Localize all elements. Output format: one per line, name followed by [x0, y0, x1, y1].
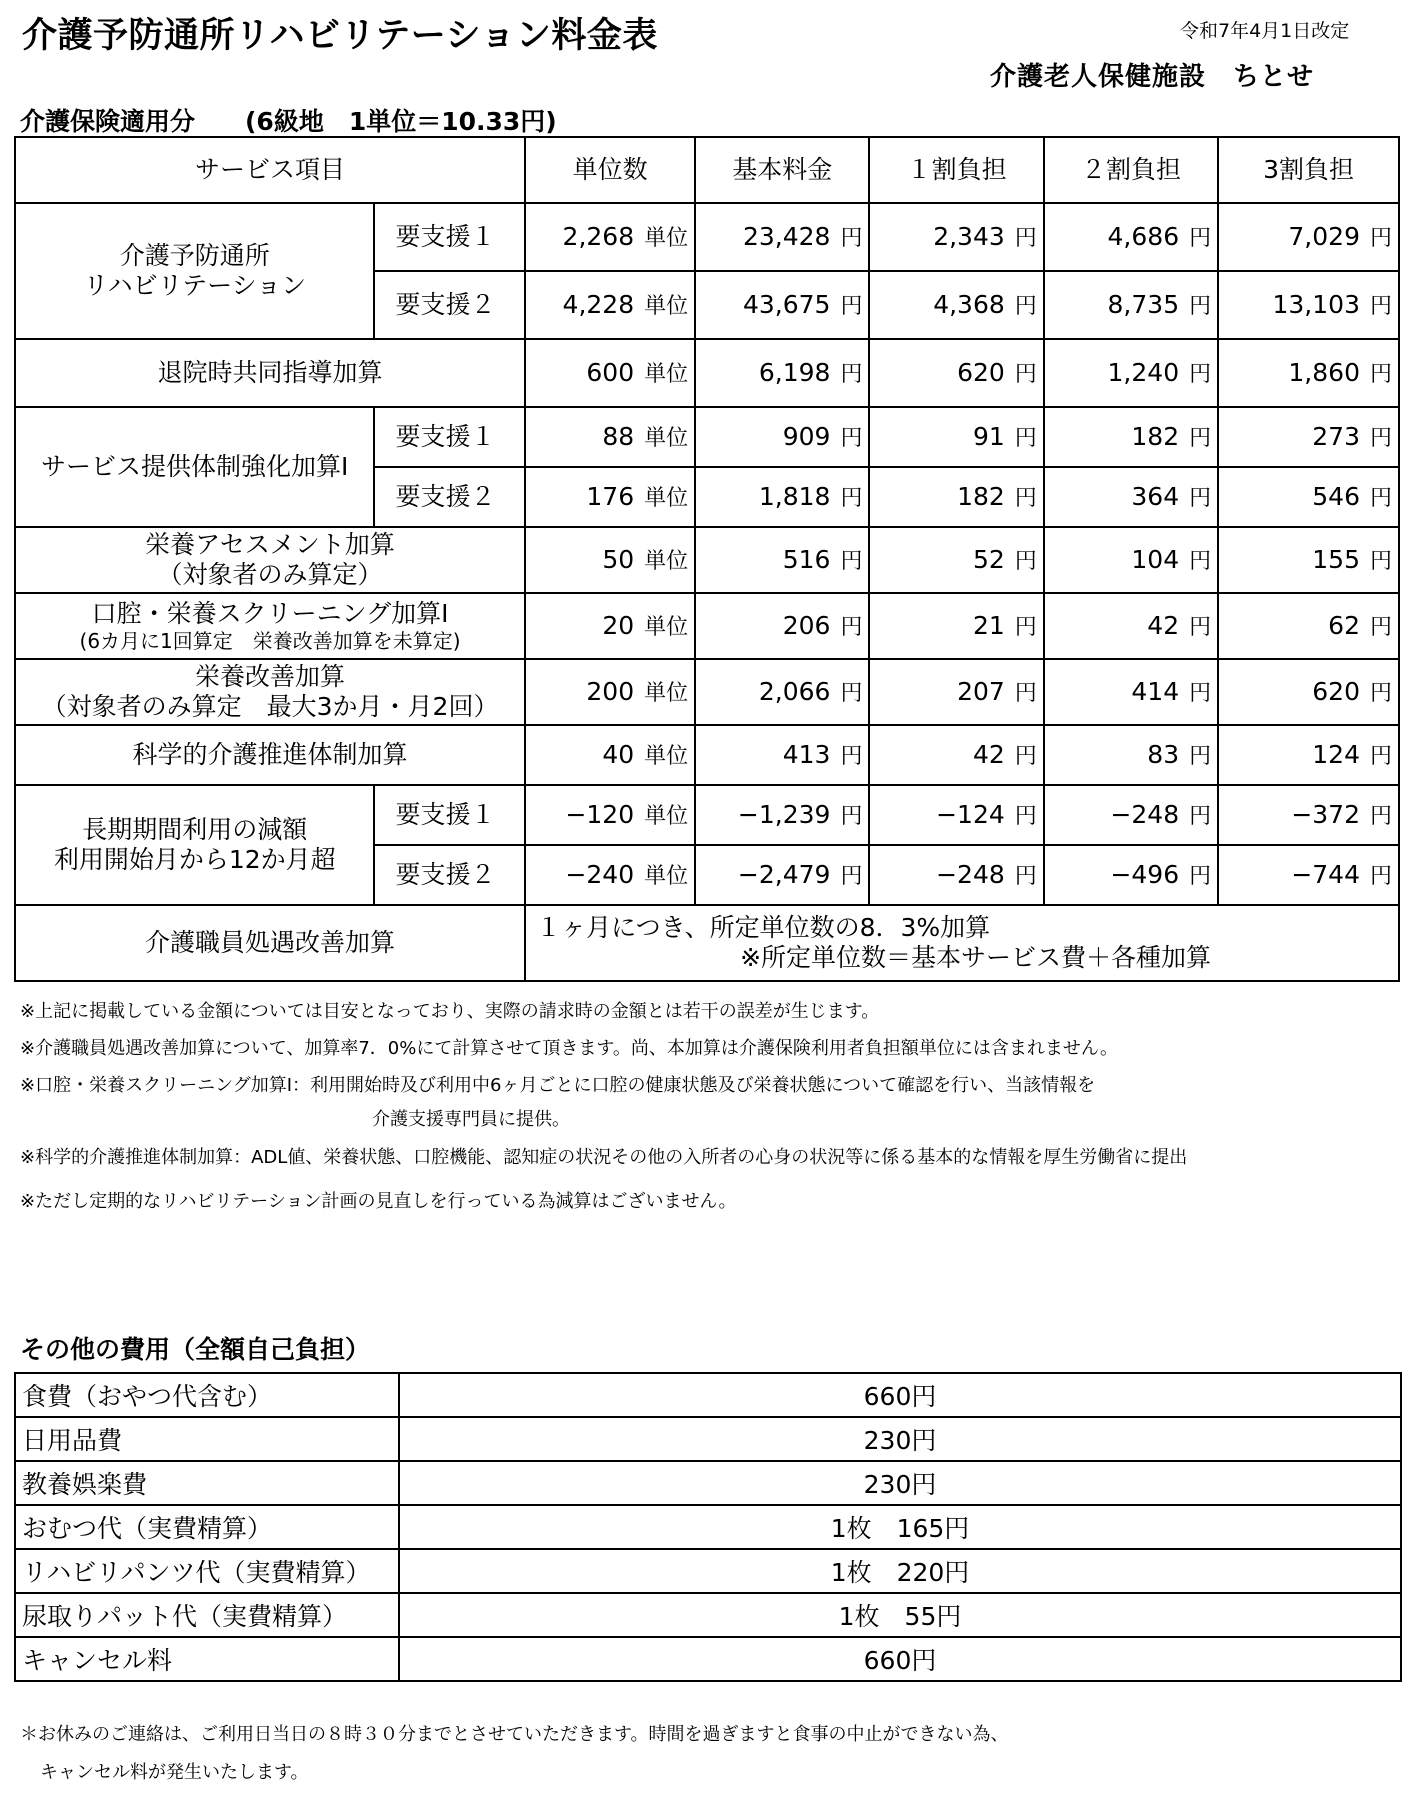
footer-line: キャンセル料が発生いたします。: [40, 1762, 309, 1783]
service-name-text: 栄養アセスメント加算: [145, 530, 395, 559]
r2-cell-value: 414: [1131, 676, 1180, 706]
units-cell-unit: 単位: [644, 225, 689, 251]
units-cell: [525, 203, 695, 271]
service-name-text: サービス提供体制強化加算Ⅰ: [41, 452, 349, 481]
other-cost-row: [15, 1637, 1401, 1681]
units-cell-value: 40: [602, 739, 635, 769]
r1-cell-unit: 円: [1014, 485, 1037, 511]
r3-cell-value: 155: [1312, 544, 1360, 574]
r1-cell-value: 182: [957, 481, 1005, 511]
r2-cell-unit: 円: [1189, 361, 1212, 387]
r3-cell-value: 7,029: [1288, 221, 1360, 251]
base-fee-cell-unit: 円: [840, 225, 863, 251]
service-name: [15, 407, 374, 527]
r3-cell-value: 620: [1312, 676, 1360, 706]
base-fee-cell-value: −2,479: [737, 859, 831, 889]
facility-name: 介護老人保健施設 ちとせ: [990, 62, 1315, 92]
r1-cell-value: 2,343: [933, 221, 1005, 251]
r2-cell: [1044, 467, 1218, 527]
base-fee-cell-unit: 円: [840, 680, 863, 706]
r1-cell-unit: 円: [1014, 743, 1037, 769]
r1-cell-value: −248: [936, 859, 1005, 889]
r2-cell: [1044, 527, 1218, 593]
units-cell: [525, 339, 695, 407]
r3-cell-unit: 円: [1369, 863, 1392, 889]
r3-cell-value: 273: [1312, 421, 1360, 451]
units-cell: [525, 659, 695, 725]
r1-cell-unit: 円: [1014, 614, 1037, 640]
header-units: 単位数: [525, 137, 695, 203]
r1-cell-unit: 円: [1014, 548, 1037, 574]
other-cost-label: リハビリパンツ代（実費精算）: [15, 1549, 399, 1593]
revision-date: 令和7年4月1日改定: [1180, 20, 1350, 42]
r2-cell-unit: 円: [1189, 863, 1212, 889]
base-fee-cell: [695, 593, 869, 659]
units-cell-value: −120: [565, 799, 635, 829]
base-fee-cell: [695, 845, 869, 905]
r3-cell-value: 124: [1312, 739, 1360, 769]
base-fee-cell: [695, 659, 869, 725]
other-cost-amount: 1枚 165円: [399, 1505, 1401, 1549]
staff-improvement-note: [525, 905, 1399, 981]
service-name: [15, 339, 525, 407]
fee-table-header: [15, 137, 1399, 203]
r3-cell-unit: 円: [1369, 680, 1392, 706]
r1-cell: [869, 339, 1043, 407]
base-fee-cell-value: 206: [782, 610, 831, 640]
units-cell: [525, 467, 695, 527]
base-fee-cell: [695, 527, 869, 593]
other-costs-heading: その他の費用（全額自己負担）: [20, 1335, 371, 1364]
service-name: 介護職員処遇改善加算: [15, 905, 525, 981]
r3-cell-unit: 円: [1369, 425, 1392, 451]
other-cost-amount: 660円: [399, 1637, 1401, 1681]
r2-cell: [1044, 407, 1218, 467]
r2-cell-unit: 円: [1189, 803, 1212, 829]
r2-cell-unit: 円: [1189, 614, 1212, 640]
base-fee-cell-unit: 円: [840, 361, 863, 387]
r1-cell: [869, 659, 1043, 725]
r1-cell-value: 21: [972, 610, 1005, 640]
units-cell-value: 50: [602, 544, 635, 574]
units-cell: [525, 845, 695, 905]
base-fee-cell-value: 413: [782, 739, 831, 769]
header-r1: １割負担: [869, 137, 1043, 203]
units-cell-value: 2,268: [562, 221, 635, 251]
service-name: [15, 725, 525, 785]
r1-cell: [869, 203, 1043, 271]
table-row: [15, 527, 1399, 593]
r3-cell-unit: 円: [1369, 361, 1392, 387]
base-fee-cell: [695, 339, 869, 407]
r3-cell-unit: 円: [1369, 614, 1392, 640]
footer-line: ＊お休みのご連絡は、ご利用日当日の８時３０分までとさせていただきます。時間を過ぎますと食事の中止ができない為、: [20, 1724, 1009, 1745]
r1-cell-unit: 円: [1014, 803, 1037, 829]
units-cell-unit: 単位: [644, 361, 689, 387]
care-level: 要支援２: [374, 467, 525, 527]
r1-cell: [869, 467, 1043, 527]
r1-cell-unit: 円: [1014, 361, 1037, 387]
r2-cell-value: 364: [1131, 481, 1180, 511]
table-row: [15, 659, 1399, 725]
r3-cell: [1218, 271, 1399, 339]
service-name: [15, 785, 374, 905]
other-cost-amount: 230円: [399, 1461, 1401, 1505]
r2-cell: [1044, 593, 1218, 659]
base-fee-cell-unit: 円: [840, 548, 863, 574]
base-fee-cell-value: −1,239: [737, 799, 831, 829]
r2-cell-unit: 円: [1189, 680, 1212, 706]
insurance-section-heading: 介護保険適用分 (6級地 1単位＝10.33円): [20, 107, 557, 136]
units-cell-value: 20: [602, 610, 635, 640]
r3-cell: [1218, 593, 1399, 659]
units-cell-value: 200: [586, 676, 635, 706]
r1-cell-value: 42: [972, 739, 1005, 769]
r2-cell-value: 182: [1131, 421, 1180, 451]
r3-cell: [1218, 785, 1399, 845]
other-costs-table: [14, 1372, 1402, 1682]
units-cell-value: 176: [586, 481, 635, 511]
service-name: [15, 593, 525, 659]
units-cell: [525, 725, 695, 785]
r2-cell-unit: 円: [1189, 293, 1212, 319]
r3-cell-unit: 円: [1369, 225, 1392, 251]
service-name-text: 長期期間利用の減額 利用開始月から12か月超: [53, 815, 336, 874]
base-fee-cell-unit: 円: [840, 485, 863, 511]
r2-cell-unit: 円: [1189, 548, 1212, 574]
r1-cell: [869, 593, 1043, 659]
r1-cell: [869, 271, 1043, 339]
r2-cell: [1044, 845, 1218, 905]
other-cost-amount: 1枚 55円: [399, 1593, 1401, 1637]
r1-cell-value: 620: [957, 357, 1005, 387]
r2-cell-value: 8,735: [1107, 289, 1180, 319]
r1-cell-unit: 円: [1014, 425, 1037, 451]
r3-cell: [1218, 407, 1399, 467]
service-name: [15, 203, 374, 339]
units-cell-value: 88: [602, 421, 635, 451]
other-cost-label: 尿取りパット代（実費精算）: [15, 1593, 399, 1637]
units-cell-unit: 単位: [644, 293, 689, 319]
base-fee-cell-value: 2,066: [758, 676, 831, 706]
r2-cell-value: 1,240: [1107, 357, 1180, 387]
base-fee-cell-value: 23,428: [742, 221, 831, 251]
r3-cell: [1218, 339, 1399, 407]
r3-cell-unit: 円: [1369, 548, 1392, 574]
r1-cell-value: 207: [957, 676, 1005, 706]
r3-cell-value: 62: [1328, 610, 1360, 640]
service-name-text: 退院時共同指導加算: [157, 358, 383, 387]
r2-cell: [1044, 659, 1218, 725]
r3-cell: [1218, 725, 1399, 785]
units-cell-unit: 単位: [644, 614, 689, 640]
r1-cell: [869, 785, 1043, 845]
other-cost-row: [15, 1549, 1401, 1593]
r3-cell-unit: 円: [1369, 485, 1392, 511]
r3-cell-value: 13,103: [1272, 289, 1360, 319]
r2-cell-unit: 円: [1189, 225, 1212, 251]
note: ※上記に掲載している金額については目安となっており、実際の請求時の金額とは若干の誤差が生じます。: [20, 1001, 880, 1022]
r3-cell: [1218, 203, 1399, 271]
other-cost-amount: 230円: [399, 1417, 1401, 1461]
units-cell-unit: 単位: [644, 548, 689, 574]
header-service: サービス項目: [15, 137, 525, 203]
base-fee-cell-value: 909: [782, 421, 831, 451]
r1-cell: [869, 845, 1043, 905]
r3-cell-value: −372: [1291, 799, 1360, 829]
service-note: （対象者のみ算定）: [157, 560, 383, 589]
other-cost-amount: 660円: [399, 1373, 1401, 1417]
base-fee-cell-value: 43,675: [742, 289, 831, 319]
table-row: [15, 339, 1399, 407]
table-row: [15, 725, 1399, 785]
table-row: [15, 203, 1399, 271]
units-cell-unit: 単位: [644, 425, 689, 451]
header-r2: ２割負担: [1044, 137, 1218, 203]
r2-cell-value: 104: [1131, 544, 1180, 574]
service-name: [15, 527, 525, 593]
units-cell-value: 4,228: [562, 289, 635, 319]
note: ※科学的介護推進体制加算：ADL値、栄養状態、口腔機能、認知症の状況その他の入所者の心身の状況等に係る基本的な情報を厚生労働省に提出: [20, 1147, 1188, 1168]
service-name-text: 口腔・栄養スクリーニング加算Ⅰ: [91, 599, 449, 628]
other-cost-amount: 1枚 220円: [399, 1549, 1401, 1593]
units-cell: [525, 407, 695, 467]
care-level: 要支援２: [374, 271, 525, 339]
r1-cell-value: 91: [972, 421, 1005, 451]
note: ※口腔・栄養スクリーニング加算Ⅰ：利用開始時及び利用中6ヶ月ごとに口腔の健康状態及び栄養状態について確認を行い、当該情報を: [20, 1075, 1096, 1096]
care-level: 要支援２: [374, 845, 525, 905]
units-cell-unit: 単位: [644, 803, 689, 829]
base-fee-cell-unit: 円: [840, 614, 863, 640]
r3-cell-unit: 円: [1369, 293, 1392, 319]
r2-cell-unit: 円: [1189, 743, 1212, 769]
base-fee-cell: [695, 271, 869, 339]
base-fee-cell-unit: 円: [840, 803, 863, 829]
r2-cell-unit: 円: [1189, 425, 1212, 451]
other-cost-row: [15, 1417, 1401, 1461]
table-row: [15, 785, 1399, 845]
service-note: （対象者のみ算定 最大3か月・月2回）: [41, 692, 499, 721]
base-fee-cell: [695, 203, 869, 271]
r2-cell: [1044, 785, 1218, 845]
r3-cell: [1218, 659, 1399, 725]
units-cell-value: 600: [586, 357, 635, 387]
r1-cell-value: −124: [936, 799, 1005, 829]
r1-cell-unit: 円: [1014, 680, 1037, 706]
r1-cell: [869, 527, 1043, 593]
r1-cell: [869, 725, 1043, 785]
r2-cell-value: 42: [1147, 610, 1180, 640]
note: 介護支援専門員に提供。: [372, 1109, 570, 1130]
r1-cell-value: 4,368: [933, 289, 1005, 319]
r2-cell-unit: 円: [1189, 485, 1212, 511]
care-level: 要支援１: [374, 407, 525, 467]
care-level: 要支援１: [374, 785, 525, 845]
note: ※介護職員処遇改善加算について、加算率7．0%にて計算させて頂きます。尚、本加算は介護保険利用者負担額単位には含まれません。: [20, 1038, 1119, 1059]
r2-cell-value: −248: [1110, 799, 1180, 829]
care-level: 要支援１: [374, 203, 525, 271]
base-fee-cell-unit: 円: [840, 743, 863, 769]
service-note: (6カ月に1回算定 栄養改善加算を未算定): [79, 629, 461, 653]
header-r3: 3割負担: [1218, 137, 1399, 203]
service-name-text: 栄養改善加算: [195, 662, 346, 691]
note: ※ただし定期的なリハビリテーション計画の見直しを行っている為減算はございません。: [20, 1191, 737, 1212]
base-fee-cell: [695, 467, 869, 527]
r1-cell-unit: 円: [1014, 293, 1037, 319]
base-fee-cell-unit: 円: [840, 863, 863, 889]
service-name-text: 科学的介護推進体制加算: [132, 740, 408, 769]
base-fee-cell-value: 516: [782, 544, 831, 574]
r1-cell-unit: 円: [1014, 225, 1037, 251]
r3-cell-value: 1,860: [1288, 357, 1360, 387]
base-fee-cell: [695, 407, 869, 467]
units-cell: [525, 527, 695, 593]
table-row: [15, 593, 1399, 659]
r3-cell-unit: 円: [1369, 803, 1392, 829]
base-fee-cell: [695, 785, 869, 845]
base-fee-cell-value: 1,818: [758, 481, 831, 511]
r2-cell-value: −496: [1110, 859, 1180, 889]
units-cell-unit: 単位: [644, 863, 689, 889]
base-fee-cell-unit: 円: [840, 425, 863, 451]
units-cell-value: −240: [565, 859, 635, 889]
r1-cell-unit: 円: [1014, 863, 1037, 889]
r3-cell: [1218, 467, 1399, 527]
r1-cell: [869, 407, 1043, 467]
r3-cell: [1218, 527, 1399, 593]
units-cell: [525, 271, 695, 339]
r2-cell: [1044, 271, 1218, 339]
r3-cell-value: 546: [1312, 481, 1360, 511]
other-cost-row: [15, 1593, 1401, 1637]
r3-cell-value: −744: [1291, 859, 1360, 889]
note-line2: ※所定単位数＝基本サービス費＋各種加算: [740, 943, 1212, 972]
other-cost-label: 日用品費: [15, 1417, 399, 1461]
r2-cell: [1044, 339, 1218, 407]
r2-cell: [1044, 203, 1218, 271]
other-cost-label: 食費（おやつ代含む）: [15, 1373, 399, 1417]
units-cell-unit: 単位: [644, 485, 689, 511]
other-cost-row: [15, 1373, 1401, 1417]
base-fee-cell: [695, 725, 869, 785]
r3-cell: [1218, 845, 1399, 905]
r1-cell-value: 52: [972, 544, 1005, 574]
note-line1: １ヶ月につき、所定単位数の8．3%加算: [536, 913, 991, 942]
other-cost-label: おむつ代（実費精算）: [15, 1505, 399, 1549]
other-cost-label: 教養娯楽費: [15, 1461, 399, 1505]
r3-cell-unit: 円: [1369, 743, 1392, 769]
r2-cell: [1044, 725, 1218, 785]
fee-table: [14, 136, 1400, 982]
units-cell: [525, 785, 695, 845]
units-cell: [525, 593, 695, 659]
units-cell-unit: 単位: [644, 743, 689, 769]
other-cost-label: キャンセル料: [15, 1637, 399, 1681]
table-row: [15, 905, 1399, 981]
header-base: 基本料金: [695, 137, 869, 203]
base-fee-cell-value: 6,198: [758, 357, 831, 387]
base-fee-cell-unit: 円: [840, 293, 863, 319]
service-name-text: 介護予防通所 リハビリテーション: [83, 241, 307, 300]
r2-cell-value: 4,686: [1107, 221, 1180, 251]
other-cost-row: [15, 1461, 1401, 1505]
other-cost-row: [15, 1505, 1401, 1549]
r2-cell-value: 83: [1147, 739, 1180, 769]
units-cell-unit: 単位: [644, 680, 689, 706]
page-title: 介護予防通所リハビリテーション料金表: [22, 16, 658, 56]
table-row: [15, 407, 1399, 467]
service-name: [15, 659, 525, 725]
